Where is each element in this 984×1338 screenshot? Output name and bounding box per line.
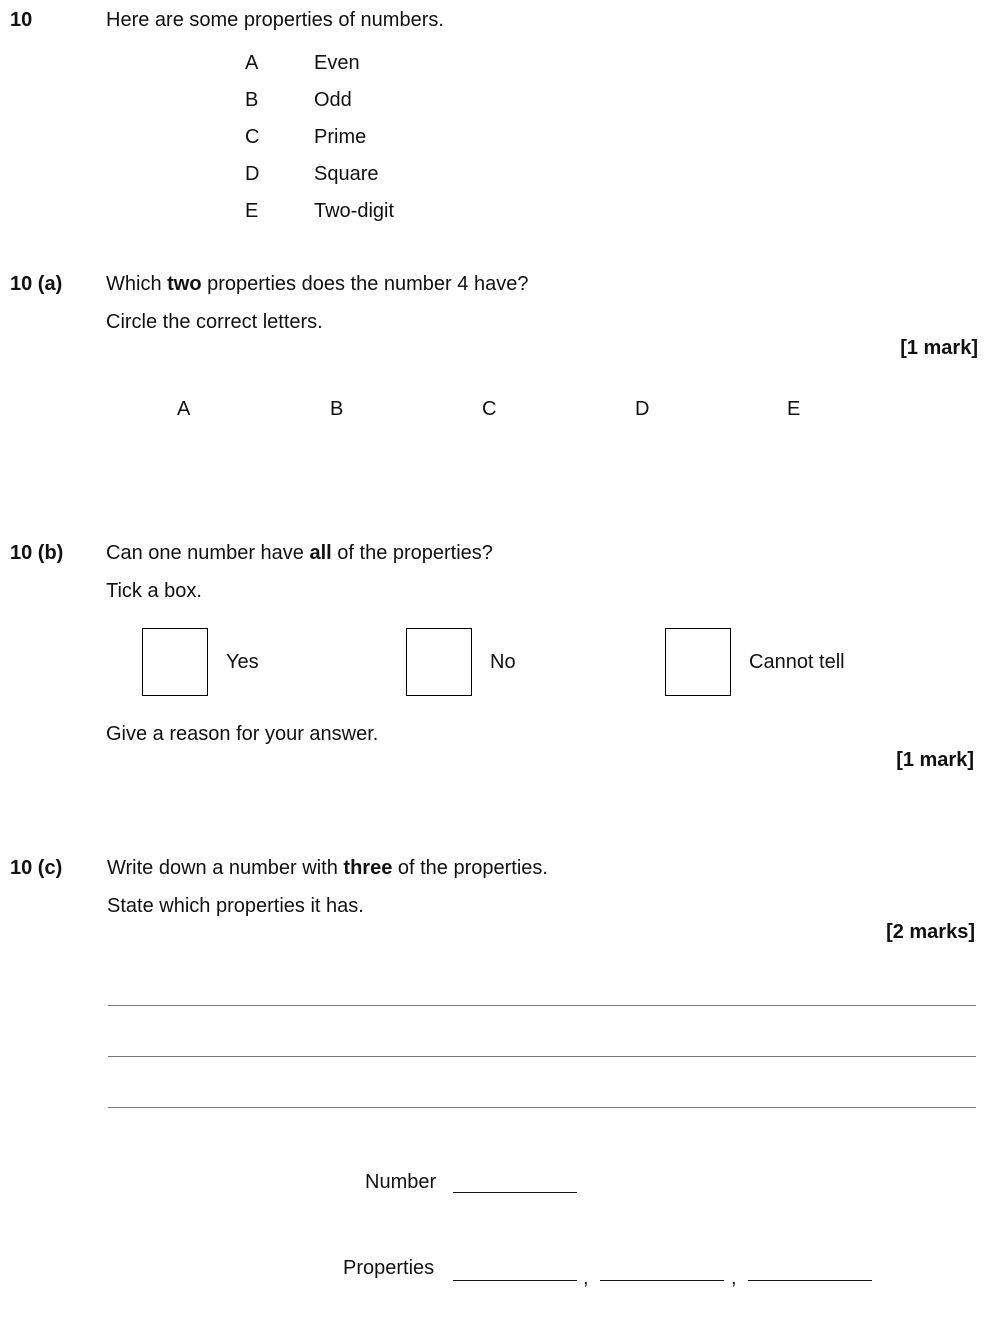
question-text: of the properties?: [331, 542, 493, 564]
part-b-marks: [1 mark]: [896, 749, 974, 771]
part-b-instruction: Tick a box.: [106, 580, 202, 602]
property-letter: C: [245, 126, 260, 148]
reason-prompt: Give a reason for your answer.: [106, 723, 379, 745]
property-letter: A: [245, 52, 259, 74]
property-name: Even: [314, 52, 360, 74]
cannot-tell-label: Cannot tell: [749, 651, 845, 673]
part-c-label: 10 (c): [10, 857, 63, 879]
part-c-question: [107, 856, 548, 880]
yes-tick-box[interactable]: [142, 628, 208, 696]
part-c-marks: [2 marks]: [886, 921, 975, 943]
property-answer-blank[interactable]: [748, 1280, 872, 1281]
emphasis: two: [167, 273, 202, 295]
property-answer-blank[interactable]: [600, 1280, 724, 1281]
choice-a[interactable]: A: [177, 398, 191, 420]
choice-e[interactable]: E: [787, 398, 801, 420]
answer-line[interactable]: [108, 1005, 976, 1006]
answer-line[interactable]: [108, 1056, 976, 1057]
property-letter: E: [245, 200, 259, 222]
cannot-tell-tick-box[interactable]: [665, 628, 731, 696]
number-label: Number: [365, 1171, 437, 1193]
emphasis: three: [343, 857, 393, 879]
no-tick-box[interactable]: [406, 628, 472, 696]
question-text: properties does the number 4 have?: [201, 273, 529, 295]
property-name: Two-digit: [314, 200, 395, 222]
question-text: Which: [106, 273, 168, 295]
property-name: Odd: [314, 89, 352, 111]
part-a-marks: [1 mark]: [900, 337, 978, 359]
part-a-question: [106, 272, 528, 296]
properties-label: Properties: [343, 1257, 435, 1279]
property-letter: B: [245, 89, 259, 111]
choice-d[interactable]: D: [635, 398, 650, 420]
choice-c[interactable]: C: [482, 398, 497, 420]
property-letter: D: [245, 163, 260, 185]
question-intro: Here are some properties of numbers.: [106, 9, 444, 31]
question-text: of the properties.: [392, 857, 548, 879]
part-a-label: 10 (a): [10, 273, 63, 295]
emphasis: all: [309, 542, 332, 564]
answer-line[interactable]: [108, 1107, 976, 1108]
comma-separator: ,: [731, 1267, 737, 1289]
part-b-question: [106, 541, 493, 565]
question-text: Write down a number with: [107, 857, 344, 879]
no-label: No: [490, 651, 516, 673]
property-name: Prime: [314, 126, 367, 148]
part-a-instruction: Circle the correct letters.: [106, 311, 323, 333]
property-answer-blank[interactable]: [453, 1280, 577, 1281]
comma-separator: ,: [583, 1267, 589, 1289]
property-name: Square: [314, 163, 379, 185]
yes-label: Yes: [226, 651, 259, 673]
part-c-instruction: State which properties it has.: [107, 895, 364, 917]
choice-b[interactable]: B: [330, 398, 344, 420]
question-number: 10: [10, 9, 33, 31]
part-b-label: 10 (b): [10, 542, 64, 564]
question-text: Can one number have: [106, 542, 310, 564]
number-answer-blank[interactable]: [453, 1192, 577, 1193]
